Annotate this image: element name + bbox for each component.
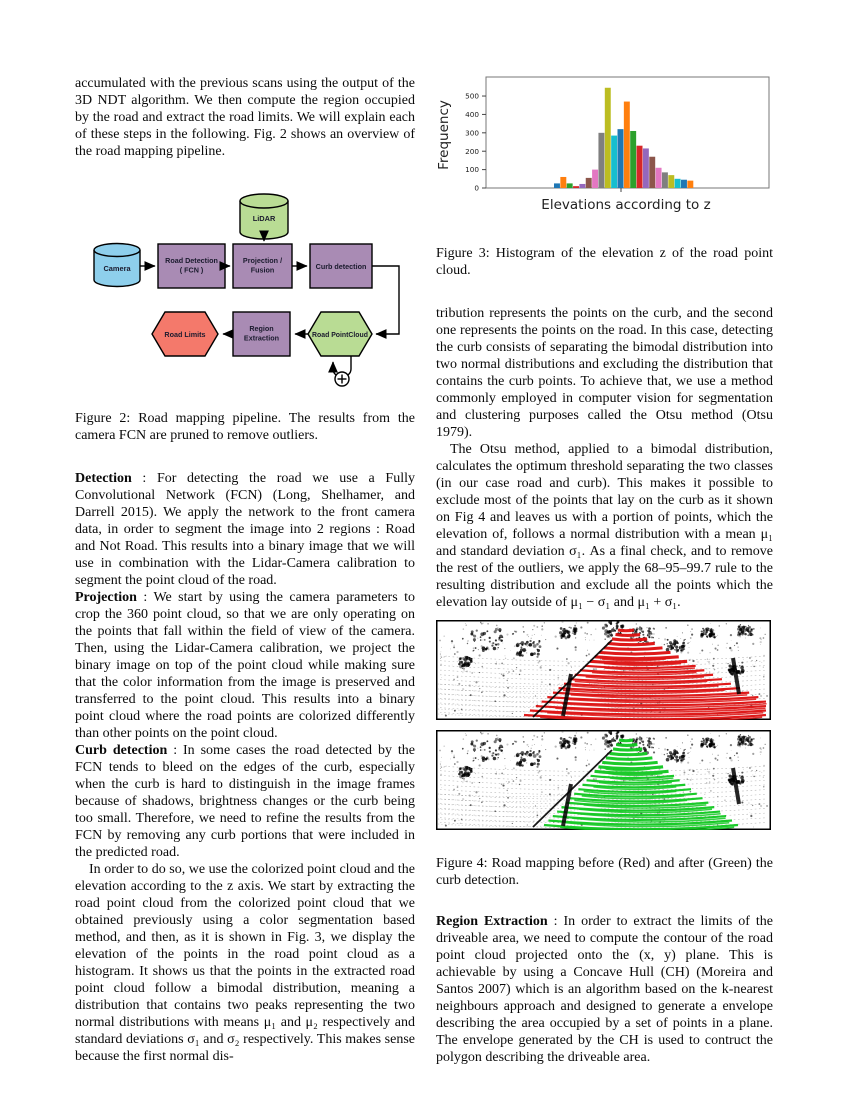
pointcloud-after-image (436, 730, 771, 830)
figure4-panel-after (436, 730, 773, 835)
paragraph-projection: Projection : We start by using the camera parameters to crop the 360 point cloud, so that we are only operating on the points that fall within the field of view of the camera. Then, using the Lidar-Camera calibration, we project the binary image on top of the point cloud while making sure that the color information from the image is preserved and transferred to the point cloud. This results into a binary point cloud where the road points are colorized differently than other points on the point cloud. (75, 590, 415, 741)
figure4-caption: Figure 4: Road mapping before (Red) and after (Green) the curb detection. (436, 856, 773, 888)
detection-heading: Detection (75, 471, 132, 486)
right-column (436, 73, 773, 1066)
svg-text:0: 0 (474, 183, 479, 193)
svg-text:Elevations according to z: Elevations according to z (541, 197, 711, 213)
figure3-caption: Figure 3: Histogram of the elevation z of the road point cloud. (436, 246, 773, 278)
svg-text:Road Limits: Road Limits (164, 330, 206, 339)
paragraph-curb-detection: Curb detection : In some cases the road detected by the FCN tends to bleed on the edges of the curb, especially when the curb is hard to distinguish in the image frames because of shadows, brightness changes or the curb being too small. Therefore, we need to refine the results from the FCN by removing any curb portions that were included in the predicted road. (75, 743, 416, 860)
figure3-histogram (436, 73, 773, 220)
pointcloud-before-image (436, 620, 771, 720)
svg-text:500: 500 (465, 91, 479, 101)
curb-detection-node (310, 244, 372, 288)
plus-accumulator-icon (335, 372, 349, 386)
lidar-cylinder-node (240, 194, 288, 239)
svg-text:300: 300 (465, 128, 479, 138)
road-detection-node (158, 244, 225, 288)
elevation-histogram-chart (436, 73, 773, 215)
figure2-caption: Figure 2: Road mapping pipeline. The results from the camera FCN are pruned to remove outliers. (75, 411, 415, 443)
svg-text:Curb detection: Curb detection (315, 262, 367, 271)
figure4-panel-before (436, 620, 773, 725)
svg-text:400: 400 (465, 110, 479, 120)
road-pointcloud-node (308, 312, 372, 356)
projection-heading: Projection (75, 590, 137, 605)
left-column (75, 75, 415, 1065)
svg-text:RegionExtraction: Region Extraction (243, 324, 280, 343)
paragraph-otsu: The Otsu method, applied to a bimodal distribution, calculates the optimum threshold separating the two classes (in our case road and curb). This makes it possible to exclude most of the points that lay on the curb as it shown on Fig 4 and leaves us with a portion of points, which the elevation of, follows a normal distribution with a mean μ₁ and standard deviation σ₁. As a final check, and to remove the rest of the outliers, we apply the 68–95–99.7 rule to the resulting distribution and exclude all the points which the elevation lay outside of μ₁ − σ₁ and μ₁ + σ₁. (436, 442, 773, 610)
paragraph-intro: accumulated with the previous scans using the output of the 3D NDT algorithm. We then compute the region occupied by the road and extract the road limits. We will explain each of these steps in the following. Fig. 2 shows an overview of the road mapping pipeline. (75, 76, 415, 159)
svg-text:Camera: Camera (103, 264, 131, 273)
svg-text:100: 100 (465, 165, 479, 175)
arrow-curb-to-pointcloud (372, 266, 399, 334)
region-extraction-heading: Region Extraction (436, 914, 548, 929)
road-limits-node (152, 312, 218, 356)
svg-text:Frequency: Frequency (436, 100, 452, 170)
paragraph-tribution: tribution represents the points on the curb, and the second one represents the points on the road. In this case, detecting the curb consists of separating the bimodal distribution into two normal distributions and excluding the distribution that contains the curb points. To achieve that, we use a method commonly employed in computer vision for segmentation and clustering purposes called the Otsu method (Otsu 1979). (436, 306, 773, 440)
figure4-road-mapping (436, 620, 773, 835)
paragraph-region-extraction: Region Extraction : In order to extract the limits of the driveable area, we need to compute the contour of the road point cloud projected onto the (x, y) plane. This is achievable by using a Concave Hull (CH) (Moreira and Santos 2007) which is an algorithm based on the k-nearest neighbours approach and designed to generate a envelope describing the area occupied by a set of points in a plane. The envelope generated by the CH is used to contruct the polygon describing the driveable area. (436, 914, 774, 1065)
svg-text:Projection /Fusion: Projection / Fusion (242, 256, 283, 275)
svg-text:LiDAR: LiDAR (252, 214, 276, 223)
paragraph-detection: Detection : For detecting the road we use a Fully Convolutional Network (FCN) (Long, Shelhamer, and Darrell 2015). We apply the network to the front camera data, in order to segment the image into 2 regions : Road and Not Road. This results into a binary image that we will use in combination with the Lidar-Camera calibration to segment the point cloud of the road. (75, 471, 415, 588)
camera-cylinder-node (94, 244, 140, 287)
region-extraction-node (233, 312, 290, 356)
projection-fusion-node (233, 244, 292, 288)
svg-text:200: 200 (465, 146, 479, 156)
paragraph-inorder: In order to do so, we use the colorized point cloud and the elevation according to the z axis. We start by extracting the road point cloud from the colorized point cloud that we obtained previously using a color segmentation based method, and then, as it is shown in Fig. 3, we display the elevation of the points in the road point cloud as a histogram. It shows us that the points in the extracted road point cloud follow a bimodal distribution, meaning a distribution that contains two peaks representing the two normal distributions with means μ₁ and μ₂ respectively and standard deviations σ₁ and σ₂ respectively. This makes sense because the first normal dis- (75, 862, 415, 1064)
figure2-flowchart (75, 184, 415, 397)
curb-heading: Curb detection (75, 743, 168, 758)
svg-text:Road Detection( FCN ): Road Detection ( FCN ) (165, 256, 218, 275)
svg-text:Road PointCloud: Road PointCloud (312, 332, 368, 339)
road-mapping-pipeline-diagram (75, 184, 415, 392)
